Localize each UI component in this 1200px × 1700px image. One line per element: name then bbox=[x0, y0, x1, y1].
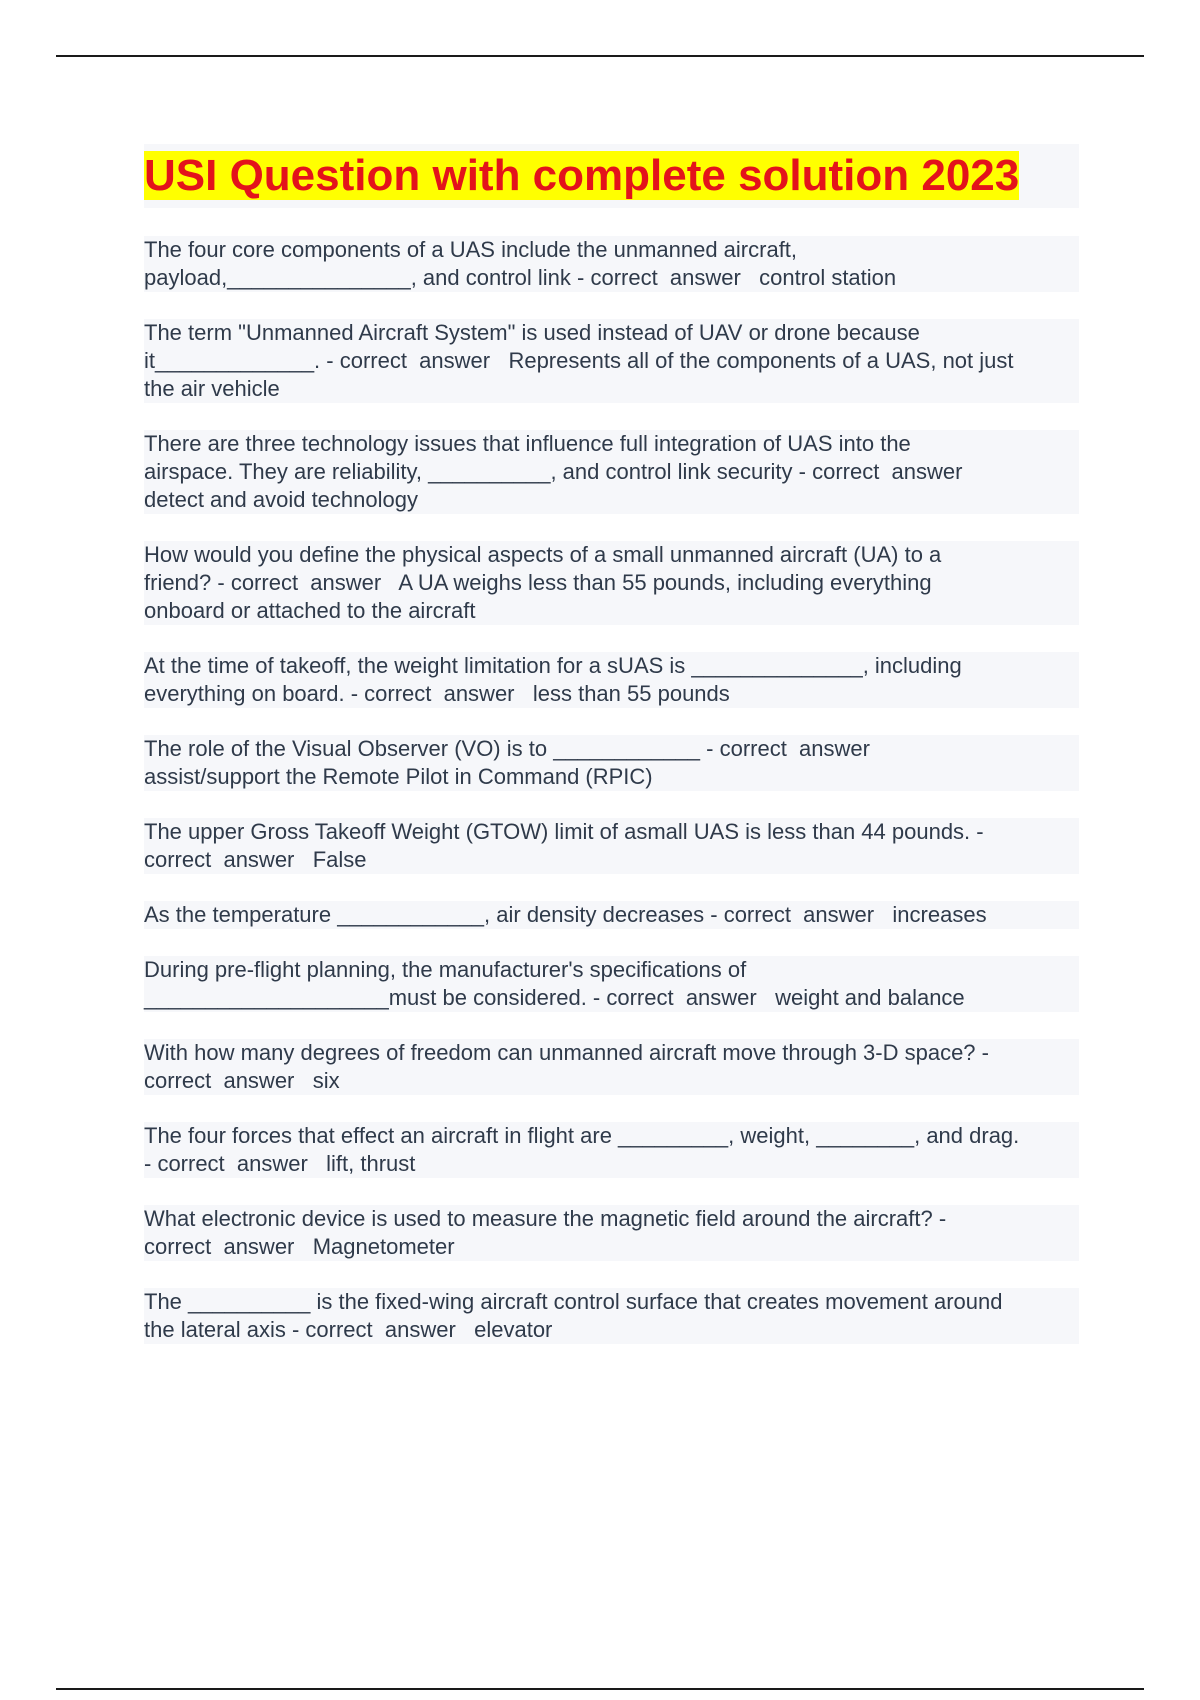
qa-item: There are three technology issues that influence full integration of UAS into the airspace. They are reliability, __________, and control link security - correct answer detect and avoid technology bbox=[144, 430, 1079, 514]
title-block bbox=[144, 144, 1079, 208]
qa-item: With how many degrees of freedom can unmanned aircraft move through 3-D space? - correct answer six bbox=[144, 1039, 1079, 1095]
document-title: USI Question with complete solution 2023 bbox=[144, 151, 1020, 200]
qa-item: The upper Gross Takeoff Weight (GTOW) limit of asmall UAS is less than 44 pounds. - correct answer False bbox=[144, 818, 1079, 874]
bottom-rule bbox=[56, 1688, 1144, 1690]
document-body bbox=[144, 144, 1079, 1371]
qa-item: During pre-flight planning, the manufacturer's specifications of ____________________must be considered. - correct answer weight and balance bbox=[144, 956, 1079, 1012]
qa-item: As the temperature ____________, air density decreases - correct answer increases bbox=[144, 901, 1079, 929]
top-rule bbox=[56, 55, 1144, 57]
qa-item: What electronic device is used to measure the magnetic field around the aircraft? - correct answer Magnetometer bbox=[144, 1205, 1079, 1261]
qa-item: The four forces that effect an aircraft in flight are _________, weight, ________, and drag. - correct answer lift, thrust bbox=[144, 1122, 1079, 1178]
qa-item: The __________ is the fixed-wing aircraft control surface that creates movement around the lateral axis - correct answer elevator bbox=[144, 1288, 1079, 1344]
qa-item: The role of the Visual Observer (VO) is to ____________ - correct answer assist/support the Remote Pilot in Command (RPIC) bbox=[144, 735, 1079, 791]
qa-item: The four core components of a UAS include the unmanned aircraft, payload,_______________, and control link - correct answer control station bbox=[144, 236, 1079, 292]
qa-item: At the time of takeoff, the weight limitation for a sUAS is ______________, including everything on board. - correct answer less than 55 pounds bbox=[144, 652, 1079, 708]
qa-item: The term "Unmanned Aircraft System" is used instead of UAV or drone because it_____________. - correct answer Represents all of the components of a UAS, not just the air vehicle bbox=[144, 319, 1079, 403]
qa-item: How would you define the physical aspects of a small unmanned aircraft (UA) to a friend? - correct answer A UA weighs less than 55 pounds, including everything onboard or attached to the aircraft bbox=[144, 541, 1079, 625]
